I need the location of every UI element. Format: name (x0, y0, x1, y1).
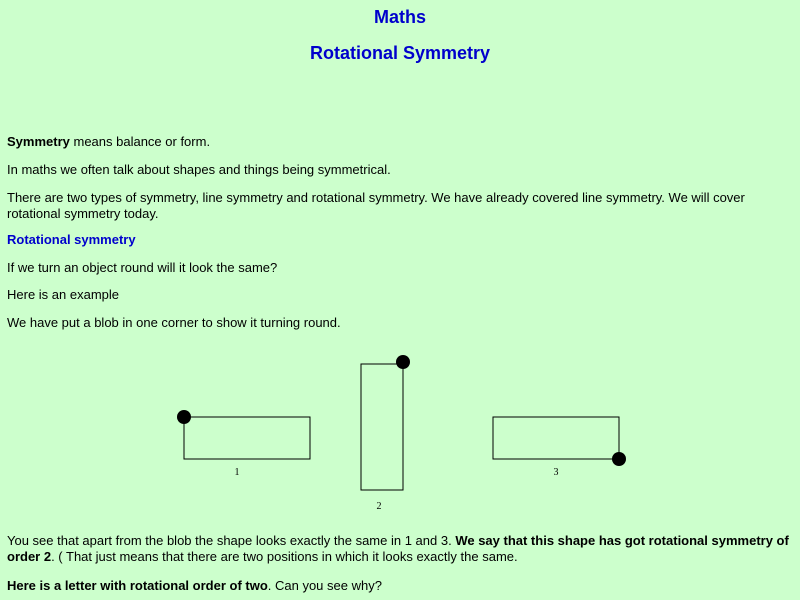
blob-paragraph: We have put a blob in one corner to show it turning round. (7, 315, 341, 330)
shape-1 (177, 410, 310, 478)
shape-3 (493, 417, 626, 478)
caption-2: 2 (376, 501, 382, 512)
rotation-diagram (0, 345, 800, 515)
question-paragraph: If we turn an object round will it look the same? (7, 260, 278, 275)
letter-question: . Can you see why? (267, 578, 382, 593)
shape-2 (361, 355, 410, 512)
explanation-emphasis: We say that this shape has got rotational symmetry of order 2 (7, 533, 789, 564)
letter-emphasis: Here is a letter with rotational order of two (7, 578, 268, 593)
caption-3: 3 (553, 467, 559, 478)
rectangle-1 (184, 417, 310, 459)
symmetry-term: Symmetry (7, 134, 70, 149)
explanation-text: You see that apart from the blob the shape looks exactly the same in 1 and 3. (7, 533, 456, 548)
types-paragraph: There are two types of symmetry, line symmetry and rotational symmetry. We have already covered line symmetry. We will cover rotational symmetry today. (7, 190, 745, 221)
symmetry-definition-text: means balance or form. (69, 134, 211, 149)
example-paragraph: Here is an example (7, 287, 119, 302)
letter-paragraph (7, 578, 793, 594)
symmetry-definition (7, 134, 793, 150)
blob-3 (612, 452, 626, 466)
blob-2 (396, 355, 410, 369)
page-title: Maths (373, 7, 426, 27)
section-heading: Rotational symmetry (7, 232, 136, 247)
blob-1 (177, 410, 191, 424)
caption-1: 1 (234, 467, 240, 478)
explanation-note: . ( That just means that there are two positions in which it looks exactly the same. (51, 549, 518, 564)
rectangle-2 (361, 364, 403, 490)
page-subtitle: Rotational Symmetry (309, 43, 491, 63)
rectangle-3 (493, 417, 619, 459)
explanation-paragraph (7, 533, 793, 565)
intro-paragraph: In maths we often talk about shapes and things being symmetrical. (7, 162, 391, 177)
